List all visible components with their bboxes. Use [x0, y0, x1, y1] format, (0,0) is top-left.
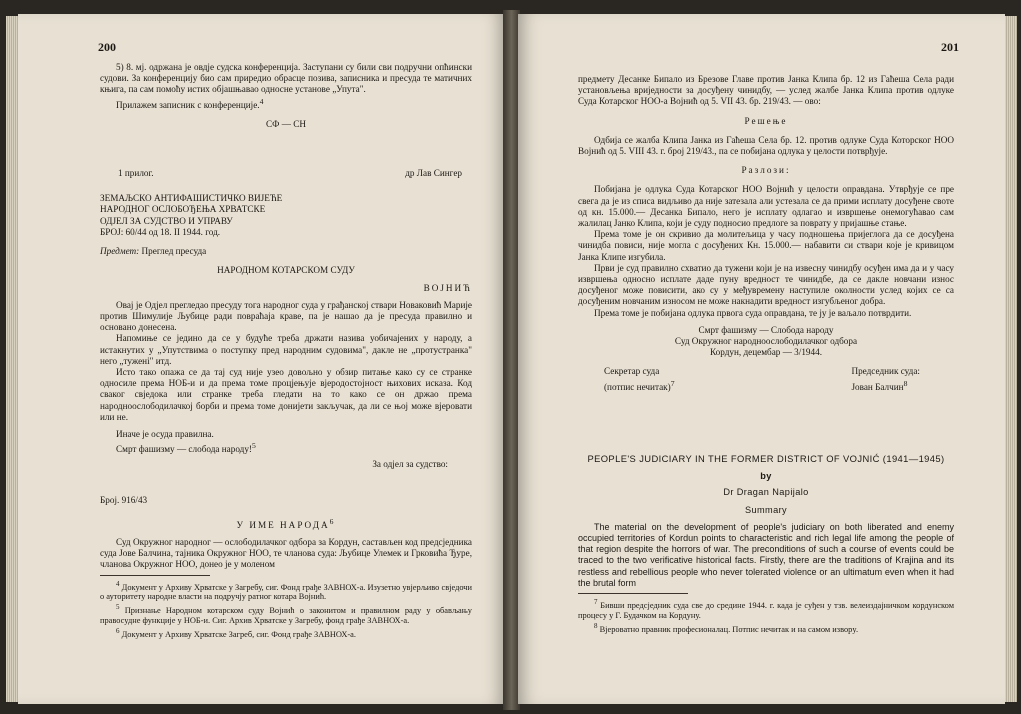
- court-name: Суд Окружног народноослободилачког одбора: [674, 336, 858, 347]
- department-sign: За одјел за судство:: [372, 459, 448, 470]
- left-text-block: [100, 62, 472, 640]
- paragraph: Суд Окружног народног — ослободилачког одбора за Кордун, састављен код предсједника суда Јове Балчина, тајника Окружног НОО, те чланова суда: Љубице Улемек и Грковића Ђуре, чланова Окружног НОО, донео је у моленом: [100, 537, 472, 570]
- letterhead-line: БРОЈ: 60/44 од 18. II 1944. год.: [100, 226, 221, 237]
- subject-value: Преглед пресуда: [141, 246, 207, 257]
- paragraph: Према томе је он скривио да молитељица у часу подношења пријеглога да се досуђена чинидба повиси, није могла с досуђених Кн. 15.000.— набавити си ствари које је кривицом Јанка Клипе изгубила.: [578, 229, 954, 262]
- page-edge-left: [6, 16, 18, 702]
- english-by: by: [760, 471, 772, 482]
- president-signature: Председник суда: Јован Балчин$^8$: [851, 366, 920, 392]
- court-date: Кордун, децембар — 3/1944.: [709, 347, 823, 358]
- paragraph: Исто тако опажа се да тај суд није узео довољно у обзир питање како су се странке односиле према НОБ-и и да према томе процјењује вјеродостојност њихових исказа. Код сваког свједока или странке треба гледати на то како се он држао према народноослободилачкој борби и према томе донијети закључак, да ли се њој може вјеровати или не.: [100, 366, 472, 422]
- attachment-note: 1 прилог.: [118, 168, 154, 179]
- left-page: [18, 14, 505, 704]
- page-edge-right: [1005, 16, 1017, 702]
- paragraph: предмету Десанке Бипало из Брезове Главе против Јанка Клипа бр. 12 из Гаћеша Села ради установљења вриједности за досуђену чинидбу, — услед жалбе Јанка Клипа против одлуке Суда Котарског НОО-а Војнић од 5. VII 43. бр. 219/43. — ово:: [578, 74, 954, 107]
- paragraph: Први је суд правилно схватио да тужени који је на извесну чинидбу осуђен има да и у часу извршења односно исплате даде пуну вредност те чинидбе, да се дакле новчани износ досуђеног може повисити, ако су у међувремену наступиле околности услед којих се са досуђеним новчаним износом не може накнадити вредност изгубљеног добра.: [578, 262, 954, 307]
- signature-row: [100, 168, 472, 179]
- paragraph: Смрт фашизму — слобода народу!$^5$: [116, 441, 256, 455]
- paragraph: Према томе је побијана одлука првога суда оправдана, те ју је ваљало потврдити.: [594, 307, 912, 318]
- signatures: [578, 366, 954, 392]
- paragraph: 5) 8. мј. одржана је овдје судска конференција. Заступани су били сви подручни опћински судови. За конференцију био сам приредио обрасце позива, записника и пресуда те матичних књига, па сам помоћу истих објашњавао односне установе „Упута".: [100, 62, 472, 95]
- subject-label: Предмет:: [100, 246, 140, 257]
- footnote: $^6$ Документ у Архиву Хрватске Загреб, сиг. Фонд грађе ЗАВНОХ-а.: [116, 627, 356, 640]
- paragraph: Одбија се жалба Клипа Јанка из Гаћеша Села бр. 12. против одлуке Суда Которског НОО Војнић од 5. VIII 43. г. број 219/43., па се побијана одлука у целости потврђује.: [578, 134, 954, 157]
- english-title: PEOPLE'S JUDICIARY IN THE FORMER DISTRICT OF VOJNIĆ (1941—1945): [587, 452, 945, 464]
- footnote: $^8$ Вјероватно правник професионалац. Потпис нечитак и на самом изворy.: [594, 621, 859, 634]
- paragraph: Прилажем записник с конференције.$^4$: [116, 96, 264, 110]
- page-number: 200: [98, 40, 116, 54]
- closing-slogan: Смрт фашизму — Слобода народу: [698, 324, 834, 335]
- page-number: 201: [941, 40, 959, 54]
- decision-heading: Решење: [744, 115, 788, 126]
- footnote: $^7$ Бивши предсједник суда све до средине 1944. г. када је суђен у тзв. велеиздајничком кордунском процесу у Г. Будачком на Кордуну.: [578, 597, 955, 620]
- in-the-name-heading: У ИМЕ НАРОДА$^6$: [236, 516, 336, 530]
- subject-line: [100, 246, 472, 257]
- letterhead-line: НАРОДНОГ ОСЛОБОЂЕЊА ХРВАТСКЕ: [100, 204, 266, 215]
- case-number: Број. 916/43: [100, 494, 148, 505]
- right-text-block: [578, 74, 954, 635]
- footnote-divider: [578, 593, 688, 594]
- sf-sn: СФ — СН: [266, 118, 306, 129]
- addressee: НАРОДНОМ КОТАРСКОМ СУДУ: [217, 265, 355, 276]
- footnote-divider: [100, 575, 210, 576]
- place-name: ВОЈНИЋ: [423, 282, 472, 293]
- paragraph: Напомиње се једино да се у будуће треба држати назива уобичајених у народу, а истакнутих у „Упутствима о поступку пред народним судовима", дакле не „протустранка" него „туженi" итд.: [100, 333, 472, 366]
- reasons-heading: Разлози:: [741, 165, 791, 176]
- paragraph: Побијана је одлука Суда Котарског НОО Војнић у целости оправдана. Утврђује се пре свега да је из списа видљиво да није затезала али устезала се да прими исплату досуђене своте од кн. 15.000.— Десанка Бипало, него је исплату одлагао и извршење онемогућавао сам жалилац Јанко Клипа, који је суду подносио предлоге за поврату у пријашње стање.: [578, 184, 954, 229]
- paragraph: Овај је Одјел прегледао пресуду тога народног суда у грађанској ствари Новаковић Марије против Шимулије Љубице ради повраћаја краве, па је нашао да је пресуда правилно и основано донесена.: [100, 299, 472, 333]
- letterhead: [100, 193, 472, 238]
- footnote: $^5$ Признање Народном котарском суду Војнић о законитом и правилном раду у обављању правосудне функције у НОБ-и. Сиг. Архив Хрватске у Загребу, фонд грађе ЗАВНОХ-а.: [100, 603, 472, 626]
- letterhead-line: ОДЈЕЛ ЗА СУДСТВО И УПРАВУ: [100, 215, 233, 226]
- english-summary-text: The material on the development of people's judiciary on both liberated and enemy occupied territories of Kordun points to characteristic and rich legal life among the people of that region despite the horrors of war. The preconditions of such a course of events could be traced to the two verificative historical facts. Firstly, there are the traditions of Krajina and its restless and rebellious people who never tolerated violence or an ultimatum even when it had the brutal form: [578, 521, 954, 588]
- footnote: $^4$ Документ у Архиву Хрватске у Загребу, сиг. Фонд грађе ЗАВНОХ-а. Изузетно увјерљиво свједочи о ауторитету народне власти на подручју ратног котара Војнић.: [100, 579, 473, 602]
- secretary-signature: Секретар суда (потпис нечитак)$^7$: [604, 366, 675, 392]
- paragraph: Иначе је осуда правилна.: [116, 428, 214, 439]
- signer-name: др Лав Сингер: [405, 168, 462, 179]
- english-summary-heading: Summary: [744, 504, 788, 515]
- right-page: [518, 14, 1005, 704]
- english-author: Dr Dragan Napijalo: [723, 487, 809, 498]
- letterhead-line: ЗЕМАЉСКО АНТИФАШИСТИЧКО ВИЈЕЋЕ: [100, 193, 283, 204]
